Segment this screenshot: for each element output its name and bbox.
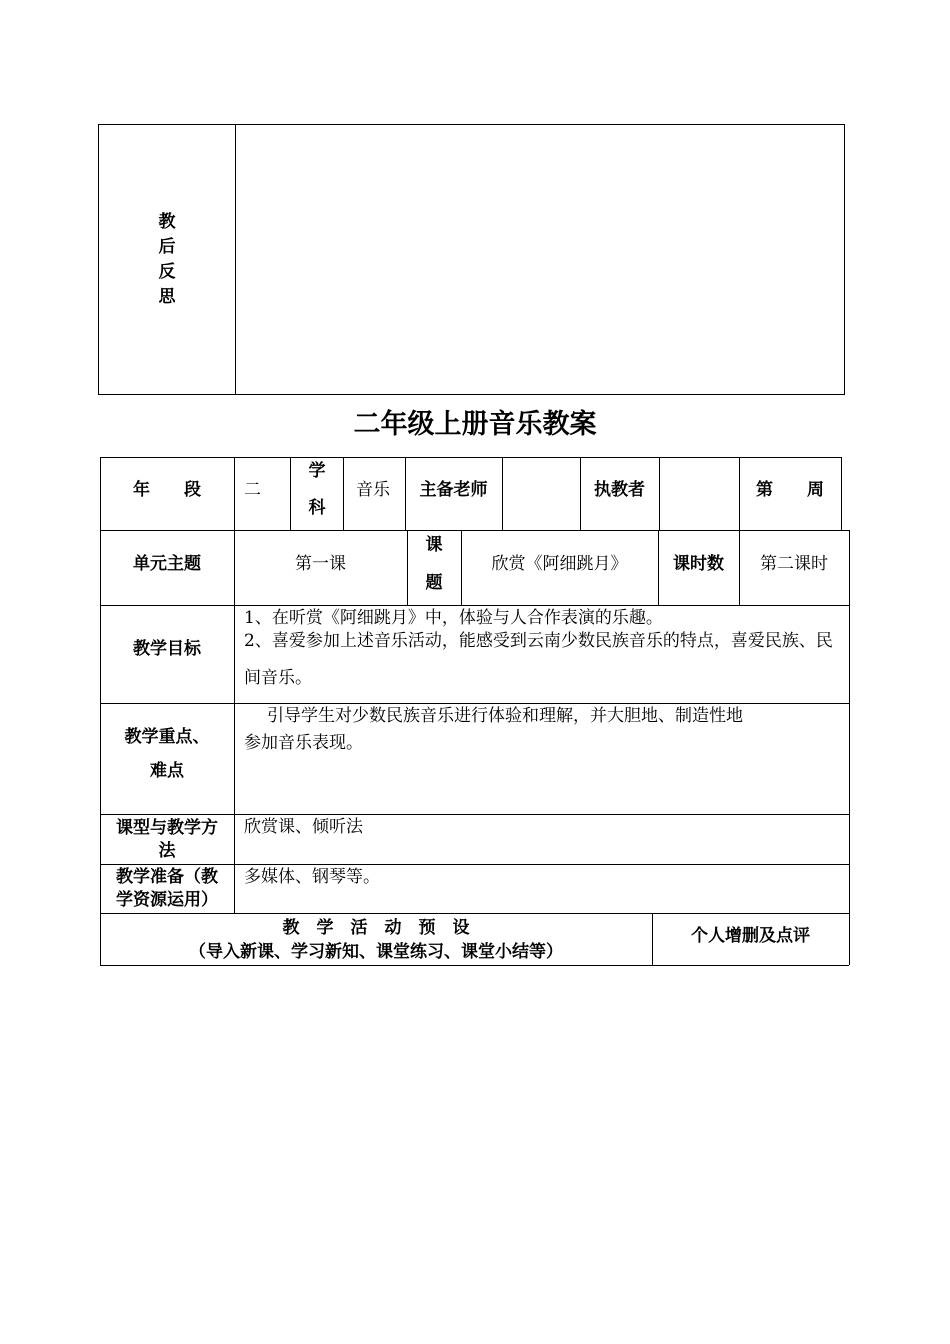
key-points-label-line-2: 难点 — [150, 761, 184, 781]
row2-border-right — [849, 530, 850, 605]
subject-label-char-1: 学 — [308, 461, 326, 481]
reflection-divider — [235, 124, 236, 395]
topic-label-char-2: 题 — [425, 573, 443, 593]
row2-sep-2 — [407, 530, 408, 605]
row4-border-left — [100, 703, 101, 814]
row4-bottom-border — [100, 814, 849, 815]
prep-label-line-1: 教学准备（教 — [116, 867, 218, 887]
row4-border-right — [849, 703, 850, 814]
key-points-line-1[interactable]: 引导学生对少数民族音乐进行体验和理解，并大胆地、制造性地 — [267, 706, 743, 726]
reflection-label-char-3: 反 — [158, 262, 176, 282]
row2-bottom-border — [100, 605, 849, 606]
comment-label: 个人增删及点评 — [691, 926, 810, 946]
period-label: 课时数 — [673, 554, 724, 574]
grade-value[interactable]: 二 — [244, 480, 261, 500]
objectives-line-2[interactable]: 2、喜爱参加上述音乐活动，能感受到云南少数民族音乐的特点，喜爱民族、民间音乐。 — [244, 631, 833, 688]
row6-border-right — [849, 864, 850, 913]
teacher-label: 执教者 — [594, 480, 645, 500]
key-points-label-line-1: 教学重点、 — [124, 727, 210, 747]
week-label: 第 周 — [756, 480, 824, 500]
reflection-label-char-4: 思 — [158, 287, 176, 307]
key-points-line-2[interactable]: 参加音乐表现。 — [244, 733, 363, 753]
activity-subtitle: （导入新课、学习新知、课堂练习、课堂小结等） — [189, 942, 563, 962]
objectives-line-1[interactable]: 1、在听赏《阿细跳月》中，体验与人合作表演的乐趣。 — [244, 608, 663, 628]
row1-sep-7 — [659, 457, 660, 530]
row1-sep-3 — [343, 457, 344, 530]
activity-title: 教 学 活 动 预 设 — [282, 918, 470, 938]
lead-teacher-label: 主备老师 — [419, 480, 488, 500]
subject-value[interactable]: 音乐 — [356, 480, 390, 500]
method-value[interactable]: 欣赏课、倾听法 — [244, 817, 363, 837]
row7-bottom-border — [100, 965, 849, 966]
objectives-label: 教学目标 — [133, 639, 201, 659]
reflection-label-char-2: 后 — [158, 237, 176, 257]
prep-label-line-2: 学资源运用） — [116, 890, 218, 910]
method-label-line-1: 课型与教学方 — [116, 818, 218, 838]
row6-bottom-border — [100, 913, 849, 914]
reflection-label-char-1: 教 — [158, 212, 176, 232]
row5-sep — [234, 814, 235, 864]
row1-sep-1 — [234, 457, 235, 530]
row3-bottom-border — [100, 703, 849, 704]
row1-bottom-border — [100, 530, 850, 531]
prep-value[interactable]: 多媒体、钢琴等。 — [244, 867, 380, 887]
unit-label: 单元主题 — [133, 554, 201, 574]
row1-border-right — [841, 457, 842, 530]
row5-border-right — [849, 814, 850, 864]
row7-border-right — [849, 913, 850, 965]
topic-label-char-1: 课 — [425, 535, 443, 555]
method-label-line-2: 法 — [158, 841, 176, 861]
reflection-table — [98, 124, 845, 395]
row1-top-border — [100, 457, 841, 458]
row1-sep-5 — [502, 457, 503, 530]
subject-label-char-2: 科 — [308, 498, 326, 518]
row6-sep — [234, 864, 235, 913]
topic-value[interactable]: 欣赏《阿细跳月》 — [491, 554, 628, 574]
row1-sep-2 — [290, 457, 291, 530]
row3-sep — [234, 605, 235, 703]
row4-sep — [234, 703, 235, 814]
row3-border-right — [849, 605, 850, 703]
unit-value[interactable]: 第一课 — [295, 554, 346, 574]
row5-bottom-border — [100, 864, 849, 865]
period-value[interactable]: 第二课时 — [760, 554, 828, 574]
grade-label: 年 段 — [133, 480, 201, 500]
page-title: 二年级上册音乐教案 — [353, 409, 597, 440]
